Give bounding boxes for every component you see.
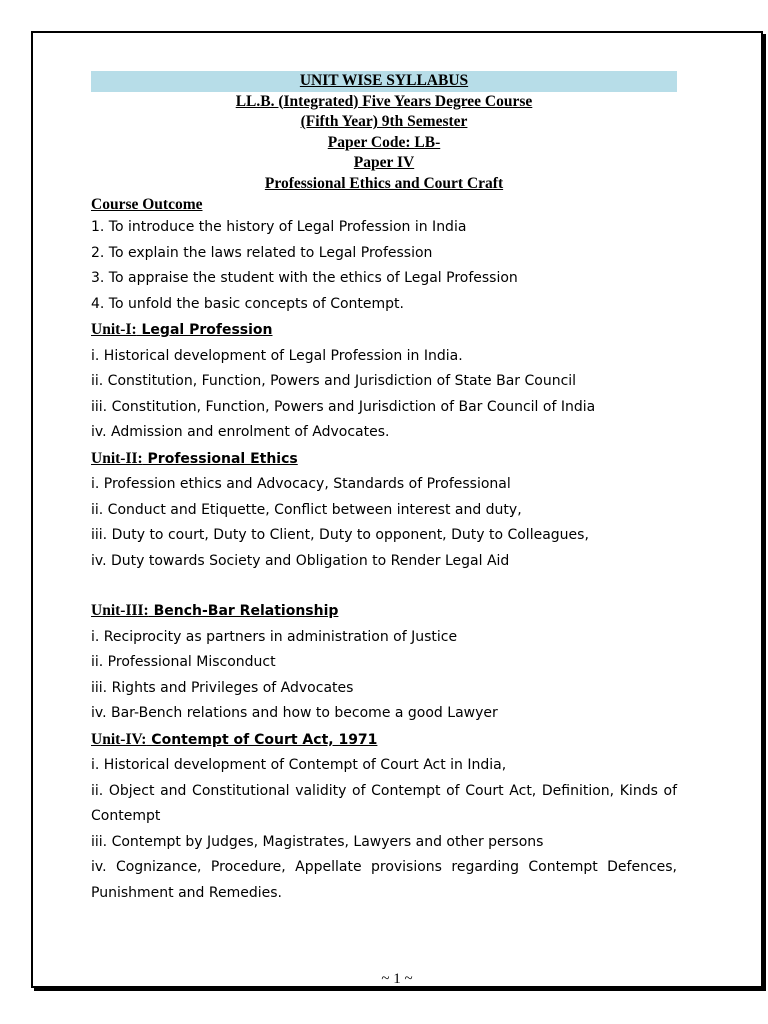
course-name: LL.B. (Integrated) Five Years Degree Course xyxy=(235,92,533,110)
unit-4-item: ii. Object and Constitutional validity of Contempt of Court Act, Definition, Kinds of Contempt xyxy=(91,782,677,824)
course-outcome-item: 2. To explain the laws related to Legal Profession xyxy=(91,244,433,261)
course-outcome-heading: Course Outcome xyxy=(91,196,203,213)
unit-2-item: ii. Conduct and Etiquette, Conflict between interest and duty, xyxy=(91,501,522,518)
year-semester: (Fifth Year) 9th Semester xyxy=(300,113,468,130)
unit-1-item: iii. Constitution, Function, Powers and Jurisdiction of Bar Council of India xyxy=(91,398,596,415)
document-page xyxy=(31,31,763,988)
unit-1-item: ii. Constitution, Function, Powers and Jurisdiction of State Bar Council xyxy=(91,373,577,389)
unit-4-item: iv. Cognizance, Procedure, Appellate provisions regarding Contempt Defences, Punishment and Remedies. xyxy=(91,859,677,901)
unit-3-item: ii. Professional Misconduct xyxy=(91,654,276,670)
unit-3-heading: Unit-III: Bench-Bar Relationship xyxy=(91,602,339,619)
course-outcome-item: 3. To appraise the student with the ethics of Legal Profession xyxy=(91,270,518,286)
unit-2-item: iii. Duty to court, Duty to Client, Duty to opponent, Duty to Colleagues, xyxy=(91,527,589,543)
page-number: ~ 1 ~ xyxy=(381,971,413,987)
subject-title: Professional Ethics and Court Craft xyxy=(264,174,504,192)
unit-1-heading: Unit-I: Legal Profession xyxy=(91,321,273,338)
paper-code: Paper Code: LB- xyxy=(327,133,441,151)
unit-4-item: i. Historical development of Contempt of Court Act in India, xyxy=(91,757,507,773)
unit-1-item: i. Historical development of Legal Profession in India. xyxy=(91,347,463,364)
unit-1-item: iv. Admission and enrolment of Advocates. xyxy=(91,424,390,440)
unit-3-item: i. Reciprocity as partners in administration of Justice xyxy=(91,628,458,645)
course-outcome-item: 1. To introduce the history of Legal Profession in India xyxy=(91,219,467,235)
course-outcome-item: 4. To unfold the basic concepts of Contempt. xyxy=(91,295,404,312)
unit-2-item: iv. Duty towards Society and Obligation to Render Legal Aid xyxy=(91,552,510,569)
unit-2-heading: Unit-II: Professional Ethics xyxy=(91,449,298,467)
unit-4-item: iii. Contempt by Judges, Magistrates, Lawyers and other persons xyxy=(91,833,544,850)
unit-3-item: iv. Bar-Bench relations and how to become a good Lawyer xyxy=(91,705,498,721)
unit-3-item: iii. Rights and Privileges of Advocates xyxy=(91,679,354,696)
syllabus-title: UNIT WISE SYLLABUS xyxy=(91,71,677,92)
unit-4-heading: Unit-IV: Contempt of Court Act, 1971 xyxy=(91,730,378,748)
unit-2-item: i. Profession ethics and Advocacy, Standards of Professional xyxy=(91,476,511,492)
section-spacer xyxy=(91,574,677,598)
syllabus-content xyxy=(91,71,677,906)
paper-number: Paper IV xyxy=(353,154,415,171)
